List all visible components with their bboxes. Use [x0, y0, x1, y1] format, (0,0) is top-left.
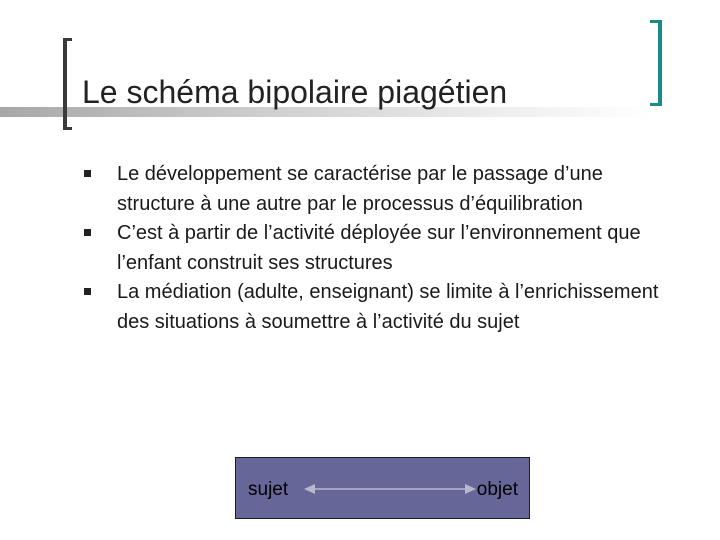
- double-headed-arrow-icon: [304, 480, 476, 498]
- bullet-text: C’est à partir de l’activité déployée sur l’environnement que l’enfant construit ses structures: [117, 222, 641, 274]
- bullet-item: [0, 160, 720, 219]
- diagram-label-subject: sujet: [248, 479, 289, 500]
- bullet-item: [0, 278, 720, 337]
- square-bullet-icon: [84, 288, 91, 295]
- bullet-list: [0, 160, 720, 337]
- bullet-item: [0, 219, 720, 278]
- diagram-label-object: objet: [476, 479, 518, 500]
- subject-object-diagram: [235, 457, 530, 519]
- bullet-text: Le développement se caractérise par le passage d’une structure à une autre par le processus d’équilibration: [117, 163, 603, 215]
- left-bracket-decoration: [63, 38, 72, 130]
- right-bracket-decoration: [650, 20, 662, 106]
- slide-title: Le schéma bipolaire piagétien: [82, 74, 508, 110]
- square-bullet-icon: [84, 229, 91, 236]
- square-bullet-icon: [84, 170, 91, 177]
- bullet-text: La médiation (adulte, enseignant) se limite à l’enrichissement des situations à soumettre à l’activité du sujet: [117, 281, 659, 333]
